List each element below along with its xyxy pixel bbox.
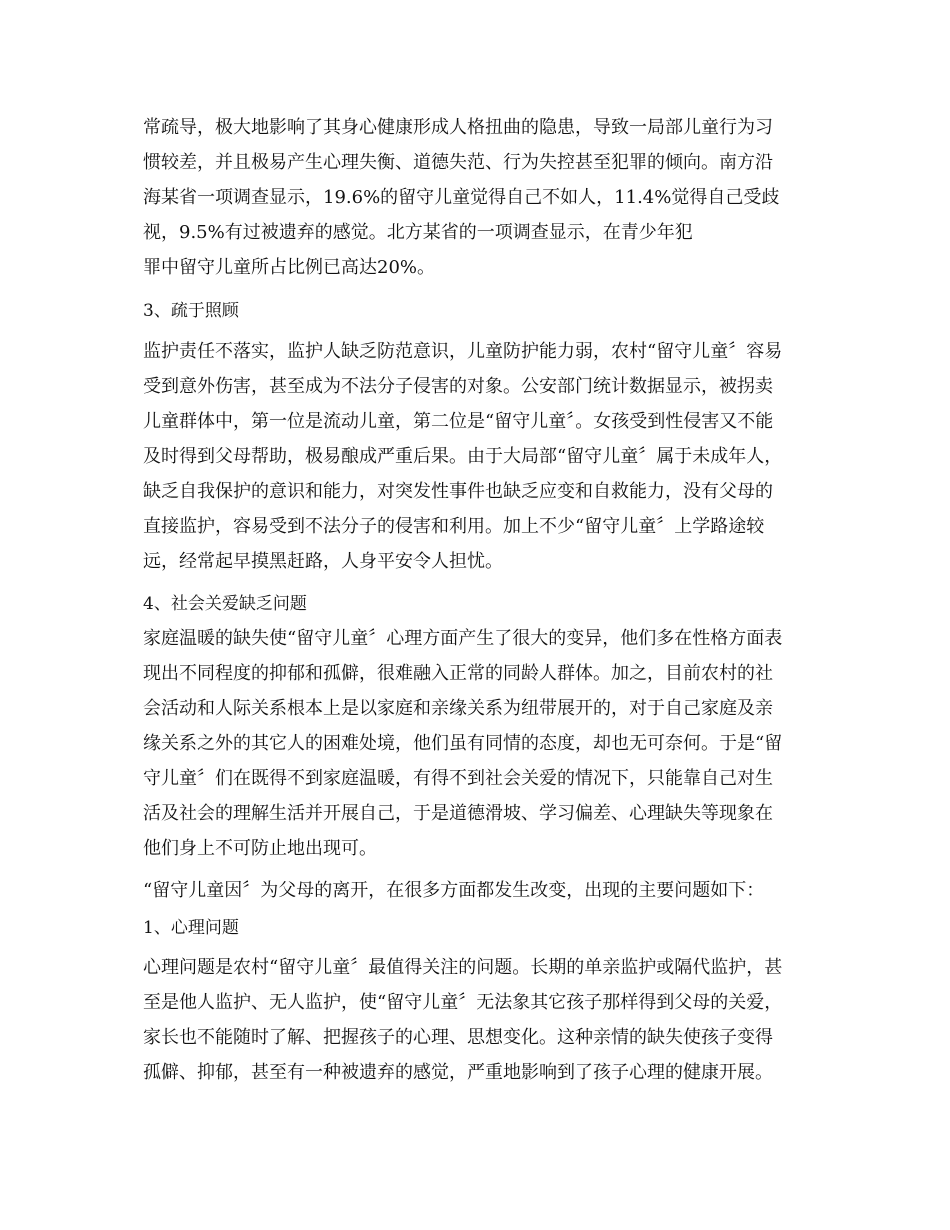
paragraph-line: 海某省一项调查显示，19.6%的留守儿童觉得自己不如人，11.4%觉得自己受歧 [143, 187, 780, 208]
paragraph-line: 儿童群体中，第一位是流动儿童，第二位是“留守儿童〞。女孩受到性侵害又不能 [143, 411, 774, 432]
paragraph-line: 现出不同程度的抑郁和孤僻，很难融入正常的同龄人群体。加之，目前农村的社 [143, 663, 773, 684]
section-heading: 3、疏于照顾 [143, 301, 239, 321]
paragraph-line: 守儿童〞们在既得不到家庭温暖，有得不到社会关爱的情况下，只能靠自己对生 [143, 768, 773, 789]
paragraph-line: 活及社会的理解生活并开展自己，于是道德滑坡、学习偏差、心理缺失等现象在 [143, 803, 773, 824]
section-heading: 4、社会关爱缺乏问题 [143, 594, 307, 614]
paragraph-line: 罪中留守儿童所占比例已高达20%。 [143, 257, 436, 278]
paragraph-line: 缺乏自我保护的意识和能力，对突发性事件也缺乏应变和自救能力，没有父母的 [143, 481, 773, 502]
paragraph-line: “留守儿童因〞为父母的离开，在很多方面都发生改变，出现的主要问题如下： [143, 880, 765, 901]
paragraph-line: 远，经常起早摸黑赶路，人身平安令人担忧。 [143, 551, 503, 572]
paragraph-line: 他们身上不可防止地出现可。 [143, 838, 377, 859]
paragraph-line: 惯较差，并且极易产生心理失衡、道德失范、行为失控甚至犯罪的倾向。南方沿 [143, 152, 773, 173]
paragraph-line: 直接监护，容易受到不法分子的侵害和利用。加上不少“留守儿童〞上学路途较 [143, 516, 765, 537]
paragraph-line: 受到意外伤害，甚至成为不法分子侵害的对象。公安部门统计数据显示，被拐卖 [143, 376, 773, 397]
paragraph-line: 视，9.5%有过被遗弃的感觉。北方某省的一项调查显示，在青少年犯 [143, 222, 693, 243]
paragraph-line: 家庭温暖的缺失使“留守儿童〞心理方面产生了很大的变异，他们多在性格方面表 [143, 628, 783, 649]
paragraph-line: 会活动和人际关系根本上是以家庭和亲缘关系为纽带展开的，对于自己家庭及亲 [143, 698, 773, 719]
paragraph-line: 及时得到父母帮助，极易酿成严重后果。由于大局部“留守儿童〞属于未成年人， [143, 446, 783, 467]
paragraph-line: 至是他人监护、无人监护，使“留守儿童〞无法象其它孩子那样得到父母的关爱， [143, 992, 783, 1013]
section-heading: 1、心理问题 [143, 918, 239, 938]
paragraph-line: 家长也不能随时了解、把握孩子的心理、思想变化。这种亲情的缺失使孩子变得 [143, 1027, 773, 1048]
paragraph-line: 缘关系之外的其它人的困难处境，他们虽有同情的态度，却也无可奈何。于是“留 [143, 733, 783, 754]
paragraph-line: 监护责任不落实，监护人缺乏防范意识，儿童防护能力弱，农村“留守儿童〞容易 [143, 341, 783, 362]
paragraph-line: 心理问题是农村“留守儿童〞最值得关注的问题。长期的单亲监护或隔代监护，甚 [143, 957, 783, 978]
paragraph-line: 孤僻、抑郁，甚至有一种被遗弃的感觉，严重地影响到了孩子心理的健康开展。 [143, 1062, 773, 1083]
paragraph-line: 常疏导，极大地影响了其身心健康形成人格扭曲的隐患，导致一局部儿童行为习 [143, 117, 773, 138]
